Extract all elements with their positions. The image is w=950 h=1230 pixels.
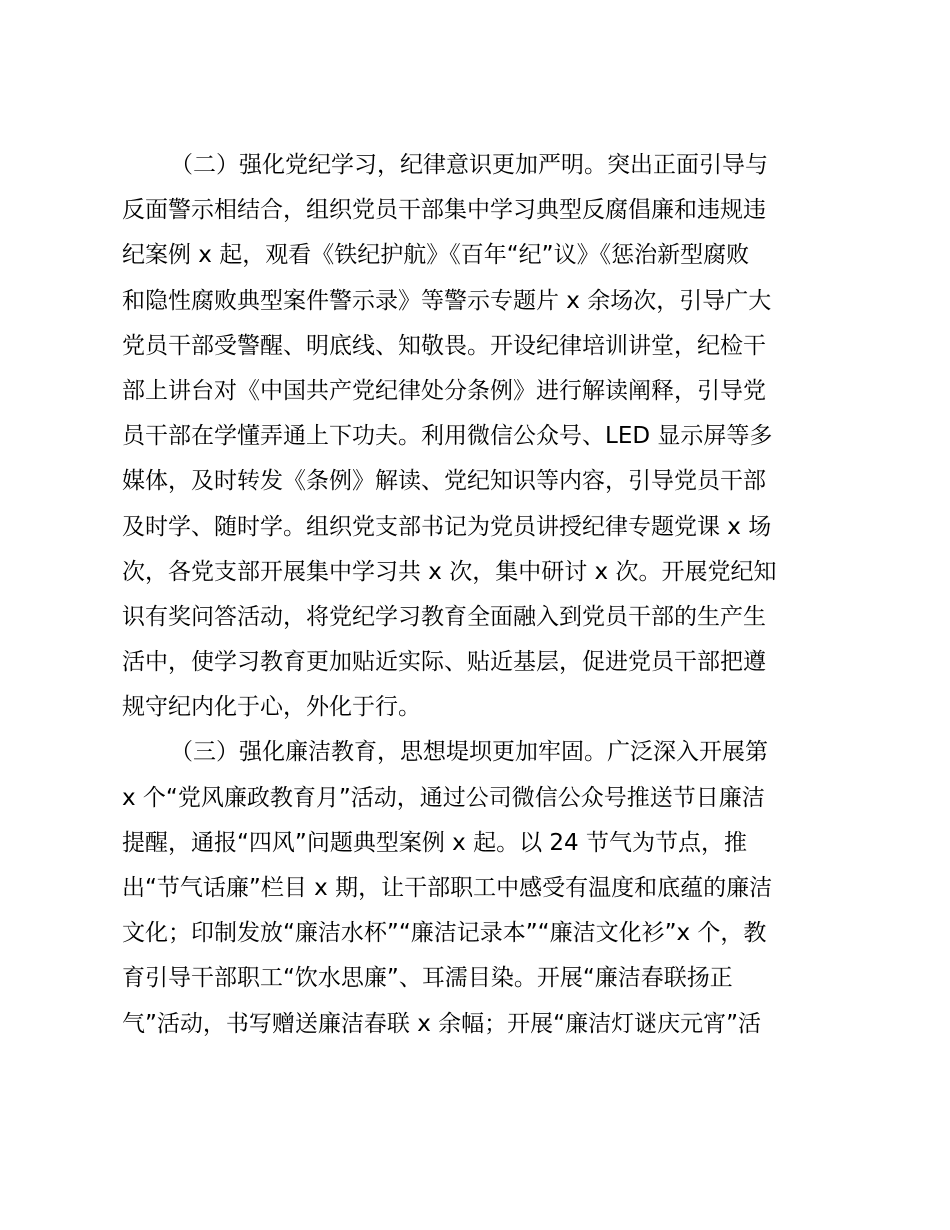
paragraph-line: 识有奖问答活动，将党纪学习教育全面融入到党员干部的生产生 [122, 603, 766, 630]
paragraph-line: 媒体，及时转发《条例》解读、党纪知识等内容，引导党员干部 [122, 468, 766, 495]
paragraph-line: 文化；印制发放“廉洁水杯”“廉洁记录本”“廉洁文化衫”x 个，教 [122, 920, 767, 947]
paragraph-line: （二）强化党纪学习，纪律意识更加严明。突出正面引导与 [170, 152, 768, 178]
paragraph-line: x 个“党风廉政教育月”活动，通过公司微信公众号推送节日廉洁 [122, 784, 765, 811]
body-text [122, 143, 827, 1047]
paragraph-line: 规守纪内化于心，外化于行。 [122, 694, 421, 721]
paragraph-line: 活中，使学习教育更加贴近实际、贴近基层，促进党员干部把遵 [122, 649, 766, 676]
paragraph-line: 次，各党支部开展集中学习共 x 次，集中研讨 x 次。开展党纪知 [122, 558, 777, 585]
paragraph-line: 提醒，通报“四风”问题典型案例 x 起。以 24 节气为节点，推 [122, 829, 747, 856]
paragraph-strengthen-discipline-study [122, 143, 827, 730]
paragraph-line: 气”活动，书写赠送廉洁春联 x 余幅；开展“廉洁灯谜庆元宵”活 [122, 1010, 761, 1037]
paragraph-line: 党员干部受警醒、明底线、知敬畏。开设纪律培训讲堂，纪检干 [122, 332, 766, 359]
paragraph-line: 员干部在学懂弄通上下功夫。利用微信公众号、LED 显示屏等多 [122, 423, 773, 450]
paragraph-line: 及时学、随时学。组织党支部书记为党员讲授纪律专题党课 x 场 [122, 513, 772, 540]
paragraph-line: 出“节气话廉”栏目 x 期，让干部职工中感受有温度和底蕴的廉洁 [122, 875, 773, 901]
paragraph-line: （三）强化廉洁教育，思想堤坝更加牢固。广泛深入开展第 [170, 739, 768, 766]
paragraph-line: 育引导干部职工“饮水思廉”、耳濡目染。开展“廉洁春联扬正 [122, 965, 733, 992]
paragraph-line: 反面警示相结合，组织党员干部集中学习典型反腐倡廉和违规违 [122, 197, 766, 224]
paragraph-strengthen-integrity-education [122, 730, 827, 1046]
paragraph-line: 纪案例 x 起，观看《铁纪护航》《百年“纪”议》《惩治新型腐败 [122, 242, 750, 269]
paragraph-line: 部上讲台对《中国共产党纪律处分条例》进行解读阐释，引导党 [122, 377, 766, 404]
paragraph-line: 和隐性腐败典型案件警示录》等警示专题片 x 余场次，引导广大 [122, 287, 772, 314]
